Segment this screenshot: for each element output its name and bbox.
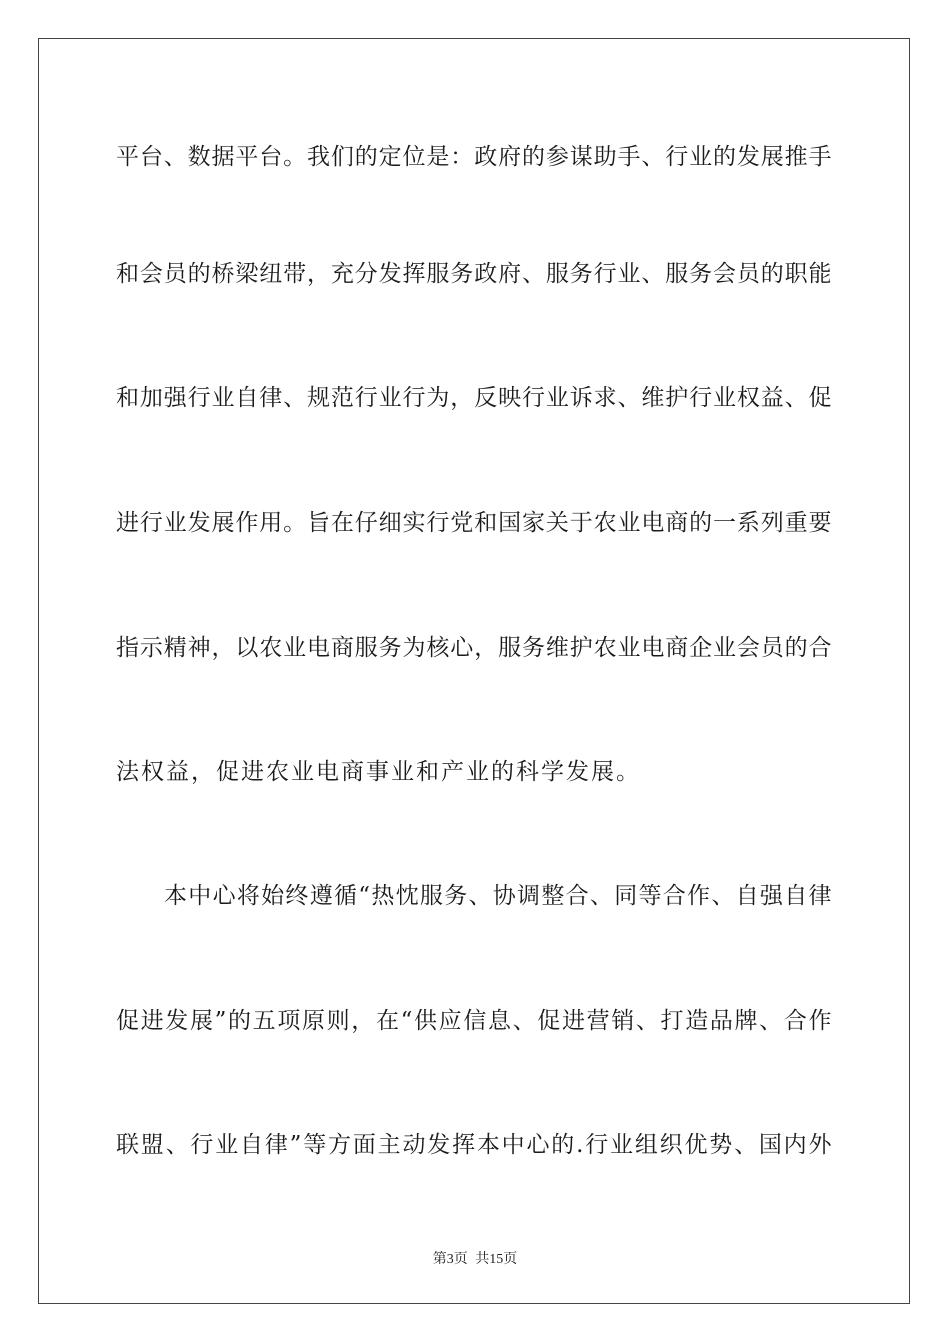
body-text-line: 联盟、行业自律”等方面主动发挥本中心的.行业组织优势、国内外 <box>116 1132 832 1158</box>
total-pages: 共15页 <box>475 1252 518 1267</box>
page-border <box>38 38 910 1304</box>
page-footer <box>0 1248 950 1268</box>
body-text-line: 平台、数据平台。我们的定位是：政府的参谋助手、行业的发展推手 <box>116 144 832 170</box>
page-number: 第3页 <box>432 1252 468 1267</box>
body-text-line: 进行业发展作用。旨在仔细实行党和国家关于农业电商的一系列重要 <box>116 510 832 536</box>
body-text-line-indented: 本中心将始终遵循“热忱服务、协调整合、同等合作、自强自律 <box>164 883 832 909</box>
body-text-line: 和加强行业自律、规范行业行为，反映行业诉求、维护行业权益、促 <box>116 385 832 411</box>
body-text-line: 法权益，促进农业电商事业和产业的科学发展。 <box>116 759 641 785</box>
body-text-line: 和会员的桥梁纽带，充分发挥服务政府、服务行业、服务会员的职能 <box>116 261 832 287</box>
body-text-line: 促进发展”的五项原则，在“供应信息、促进营销、打造品牌、合作 <box>116 1008 832 1034</box>
body-text-line: 指示精神，以农业电商服务为核心，服务维护农业电商企业会员的合 <box>116 635 832 661</box>
